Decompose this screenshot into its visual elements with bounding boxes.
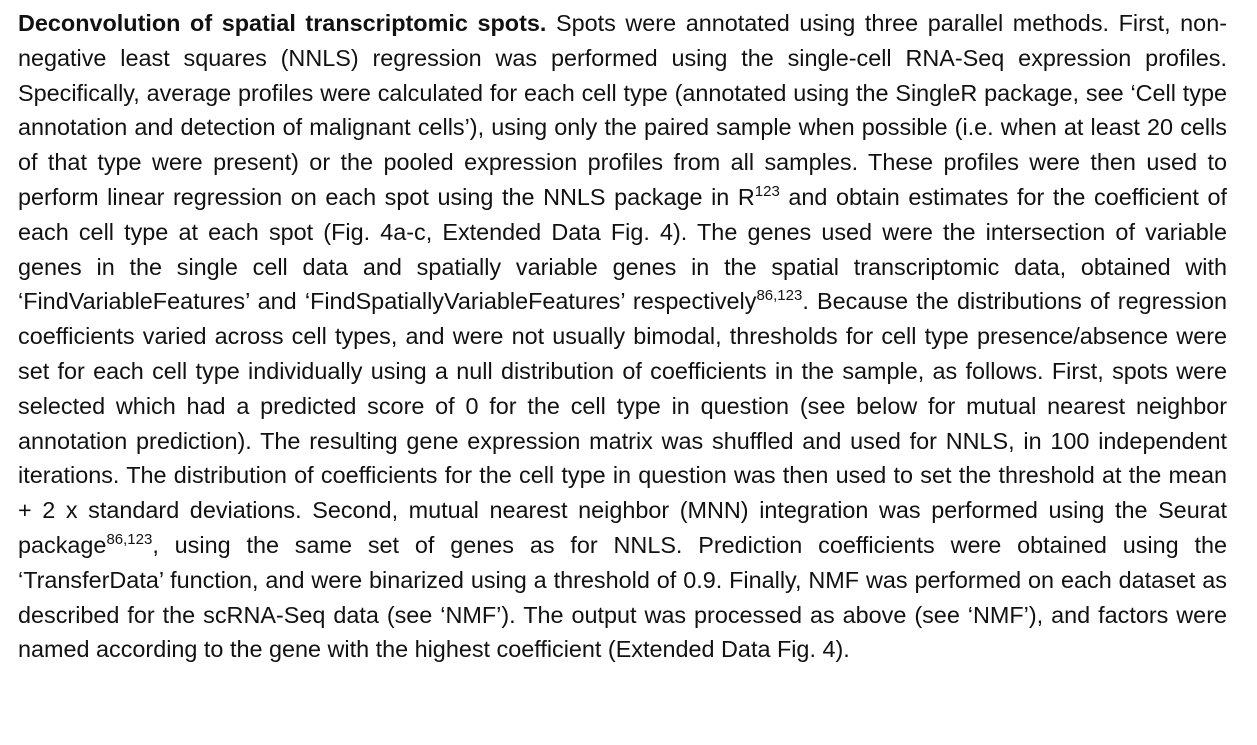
citation-superscript: 123 [754, 182, 780, 200]
paragraph-text: . Because the distributions of regression coefficients varied across cell types, and were not usually bimodal, thresholds for cell type presence/absence were set for each cell type individually using a null distribution of coefficients in the sample, as follows. First, spots were selected which had a predicted score of 0 for the cell type in question (see below for mutual nearest neighbor annotation prediction). The resulting gene expression matrix was shuffled and used for NNLS, in 100 independent iterations. The distribution of coefficients for the cell type in question was then used to set the threshold at the mean + 2 x standard deviations. Second, mutual nearest neighbor (MNN) integration was performed using the Seurat package [18, 288, 1227, 558]
paragraph-text: , using the same set of genes as for NNLS. Prediction coefficients were obtained using the ‘TransferData’ function, and were binarized using a threshold of 0.9. Finally, NMF was performed on each dataset as described for the scRNA-Seq data (see ‘NMF’). The output was processed as above (see ‘NMF’), and factors were named according to the gene with the highest coefficient (Extended Data Fig. 4). [18, 531, 1227, 663]
citation-superscript: 86,123 [756, 287, 803, 305]
paragraph-text: Spots were annotated using three parallel methods. First, non-negative least squares (NNLS) regression was performed using the single-cell RNA-Seq expression profiles. Specifically, average profiles were calculated for each cell type (annotated using the SingleR package, see ‘Cell type annotation and detection of malignant cells’), using only the paired sample when possible (i.e. when at least 20 cells of that type were present) or the pooled expression profiles from all samples. These profiles were then used to perform linear regression on each spot using the NNLS package in R [18, 10, 1227, 210]
methods-paragraph [18, 6, 1227, 667]
section-heading: Deconvolution of spatial transcriptomic spots. [18, 10, 547, 36]
citation-superscript: 86,123 [106, 530, 153, 548]
paragraph-text: and obtain estimates for the coefficient of each cell type at each spot (Fig. 4a-c, Extended Data Fig. 4). The genes used were the intersection of variable genes in the single cell data and spatially variable genes in the spatial transcriptomic data, obtained with ‘FindVariableFeatures’ and ‘FindSpatiallyVariableFeatures’ respectively [18, 183, 1227, 315]
